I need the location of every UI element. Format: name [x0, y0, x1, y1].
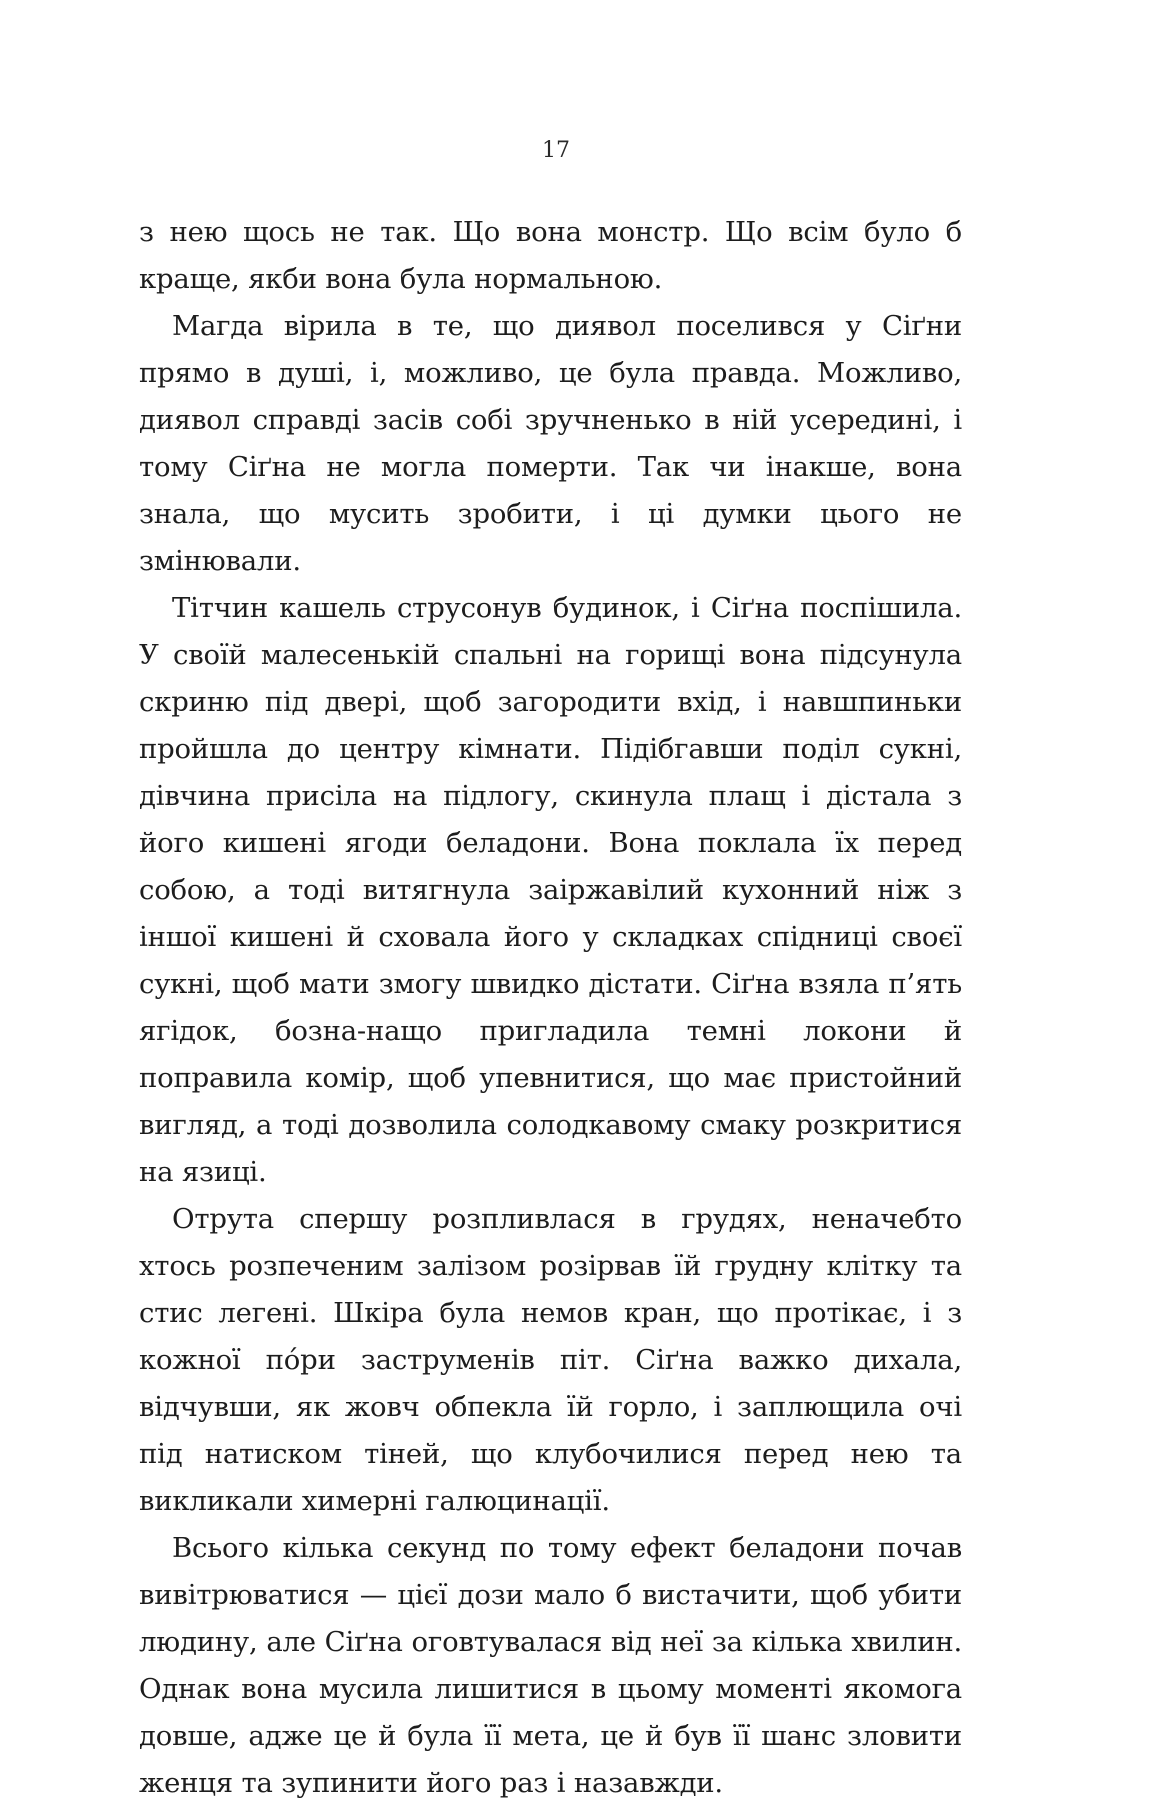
body-text: [139, 209, 962, 1807]
paragraph: Отрута спершу розпливлася в грудях, неначебто хтось розпеченим залізом розірвав їй грудну клітку та стис легені. Шкіра була немов кран, що протікає, і з кожної пóри заструменів піт. Сіґна важко дихала, відчувши, як жовч обпекла їй горло, і заплющила очі під натиском тіней, що клубочилися перед нею та викликали химерні галюцинації.: [139, 1203, 962, 1517]
paragraph-continuation: з нею щось не так. Що вона монстр. Що всім було б краще, якби вона була нормальною.: [139, 216, 962, 295]
paragraph: Всього кілька секунд по тому ефект беладони почав вивітрюватися — цієї дози мало б вистачити, щоб убити людину, але Сіґна оговтувалася від неї за кілька хвилин. Однак вона мусила лишитися в цьому моменті якомога довше, адже це й була її мета, це й був її шанс зловити женця та зупинити його раз і назавжди.: [139, 1532, 962, 1799]
paragraph: Магда вірила в те, що диявол поселився у Сіґни прямо в душі, і, можливо, це була правда. Можливо, диявол справді засів собі зручненько в ній усередині, і тому Сіґна не могла померти. Так чи інакше, вона знала, що мусить зробити, і ці думки цього не змінювали.: [139, 310, 962, 577]
paragraph: Тітчин кашель струсонув будинок, і Сіґна поспішила. У своїй малесенькій спальні на горищі вона підсунула скриню під двері, щоб загородити вхід, і навшпиньки пройшла до центру кімнати. Підібгавши поділ сукні, дівчина присіла на підлогу, скинула плащ і дістала з його кишені ягоди беладони. Вона поклала їх перед собою, а тоді витягнула заіржавілий кухонний ніж з іншої кишені й сховала його у складках спідниці своєї сукні, щоб мати змогу швидко дістати. Сіґна взяла п’ять ягідок, бозна-нащо пригладила темні локони й поправила комір, щоб упевнитися, що має пристойний вигляд, а тоді дозволила солодкавому смаку розкритися на язиці.: [139, 592, 962, 1188]
page-number: 17: [542, 138, 570, 163]
